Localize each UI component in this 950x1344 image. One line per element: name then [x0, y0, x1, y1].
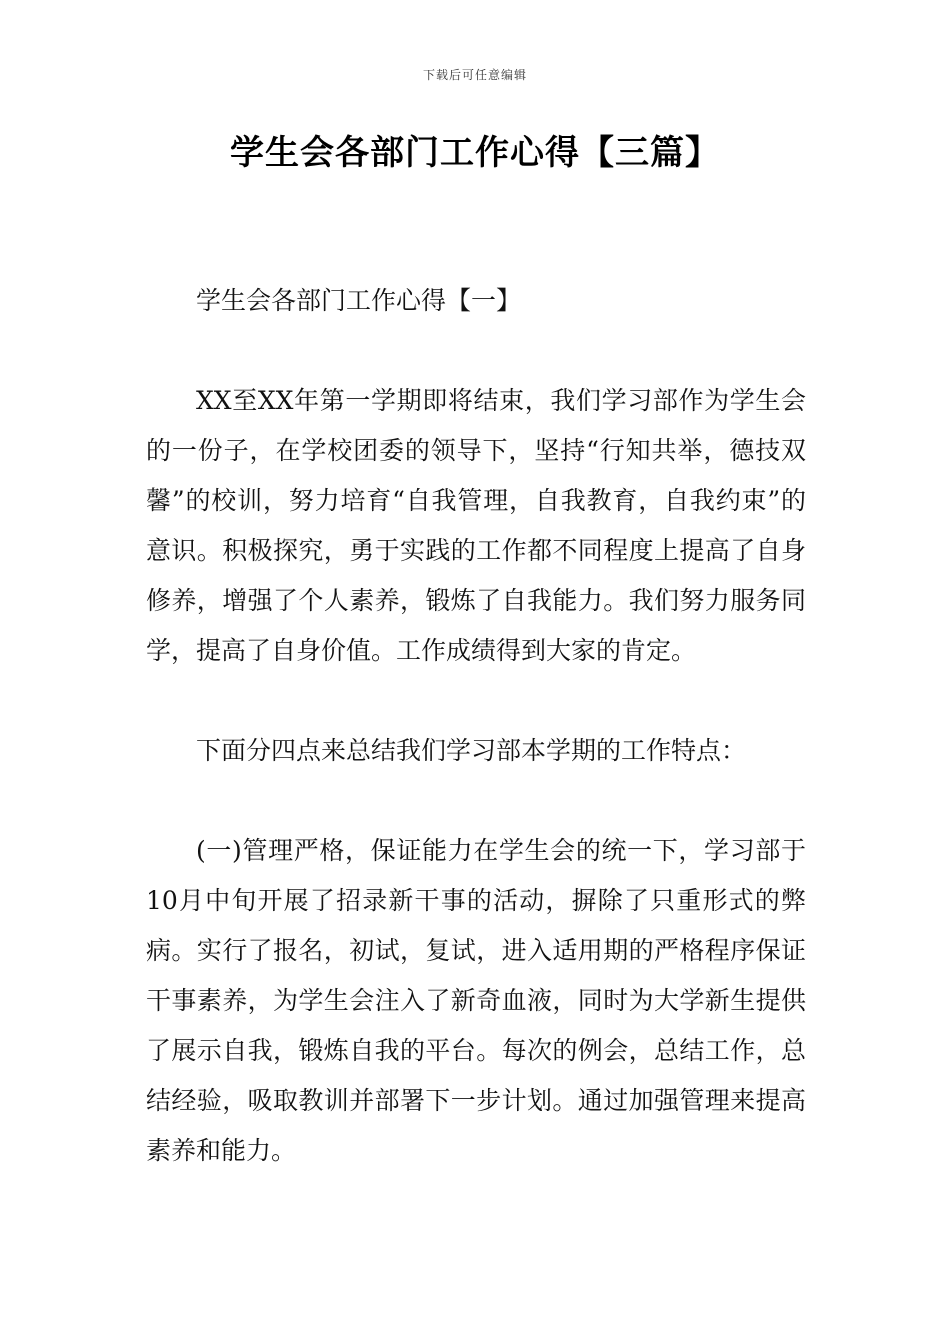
page-header-note: 下载后可任意编辑 — [422, 68, 527, 82]
paragraph-summary-lead: 下面分四点来总结我们学习部本学期的工作特点： — [196, 736, 747, 765]
document-body — [146, 276, 806, 1226]
document-title: 学生会各部门工作心得【三篇】 — [230, 133, 720, 173]
paragraph-intro: XX至XX年第一学期即将结束，我们学习部作为学生会的一份子，在学校团委的领导下，坚持“行知共举，德技双馨”的校训，努力培育“自我管理，自我教育，自我约束”的意识。积极探究，勇于实践的工作都不同程度上提高了自身修养，增强了个人素养，锻炼了自我能力。我们努力服务同学，提高了自身价值。工作成绩得到大家的肯定。 — [146, 386, 806, 665]
paragraph-point-one: (一)管理严格，保证能力在学生会的统一下，学习部于10月中旬开展了招录新干事的活动，摒除了只重形式的弊病。实行了报名，初试，复试，进入适用期的严格程序保证干事素养，为学生会注入了新奇血液，同时为大学新生提供了展示自我，锻炼自我的平台。每次的例会，总结工作，总结经验，吸取教训并部署下一步计划。通过加强管理来提高素养和能力。 — [146, 836, 806, 1165]
section-heading: 学生会各部门工作心得【一】 — [196, 286, 522, 315]
